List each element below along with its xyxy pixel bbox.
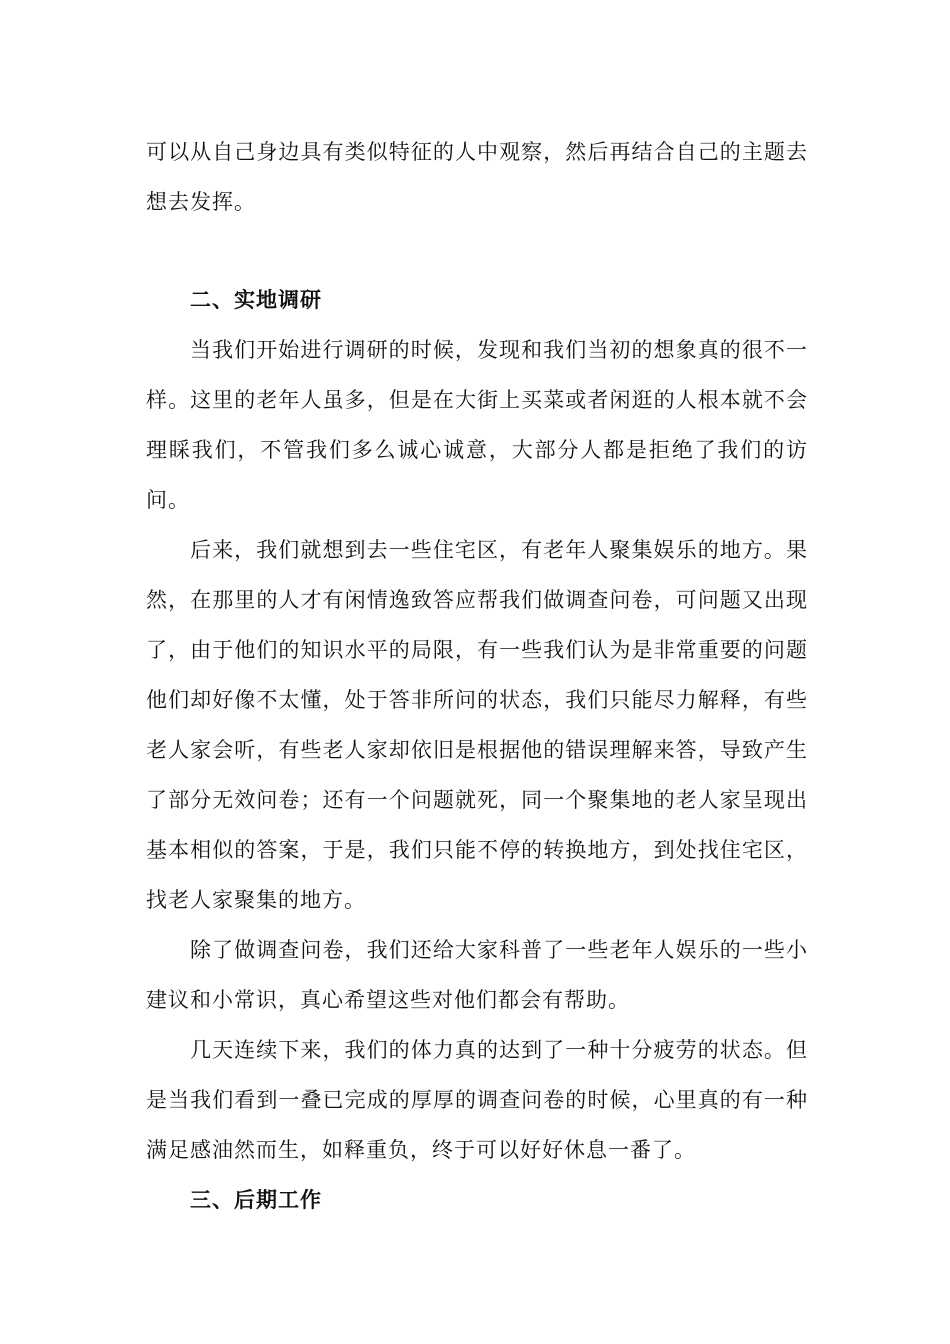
section-heading-post-work: 三、后期工作 (190, 1188, 322, 1212)
body-paragraph: 当我们开始进行调研的时候，发现和我们当初的想象真的很不一样。这里的老年人虽多，但是在大街上买菜或者闲逛的人根本就不会理睬我们，不管我们多么诚心诚意，大部分人都是拒绝了我们的访问。 (146, 338, 808, 512)
body-paragraph: 几天连续下来，我们的体力真的达到了一种十分疲劳的状态。但是当我们看到一叠已完成的厚厚的调查问卷的时候，心里真的有一种满足感油然而生，如释重负，终于可以好好休息一番了。 (146, 1038, 808, 1162)
body-paragraph: 后来，我们就想到去一些住宅区，有老年人聚集娱乐的地方。果然，在那里的人才有闲情逸致答应帮我们做调查问卷，可问题又出现了，由于他们的知识水平的局限，有一些我们认为是非常重要的问题他们却好像不太懂，处于答非所问的状态，我们只能尽力解释，有些老人家会听，有些老人家却依旧是根据他的错误理解来答，导致产生了部分无效问卷；还有一个问题就死，同一个聚集地的老人家呈现出基本相似的答案，于是，我们只能不停的转换地方，到处找住宅区，找老人家聚集的地方。 (146, 538, 808, 912)
section-spacer (146, 227, 808, 275)
body-paragraph: 除了做调查问卷，我们还给大家科普了一些老年人娱乐的一些小建议和小常识，真心希望这些对他们都会有帮助。 (146, 938, 808, 1012)
document-body (146, 127, 808, 1225)
section-heading-field-research: 二、实地调研 (190, 288, 322, 312)
intro-paragraph: 可以从自己身边具有类似特征的人中观察，然后再结合自己的主题去想去发挥。 (146, 140, 808, 214)
